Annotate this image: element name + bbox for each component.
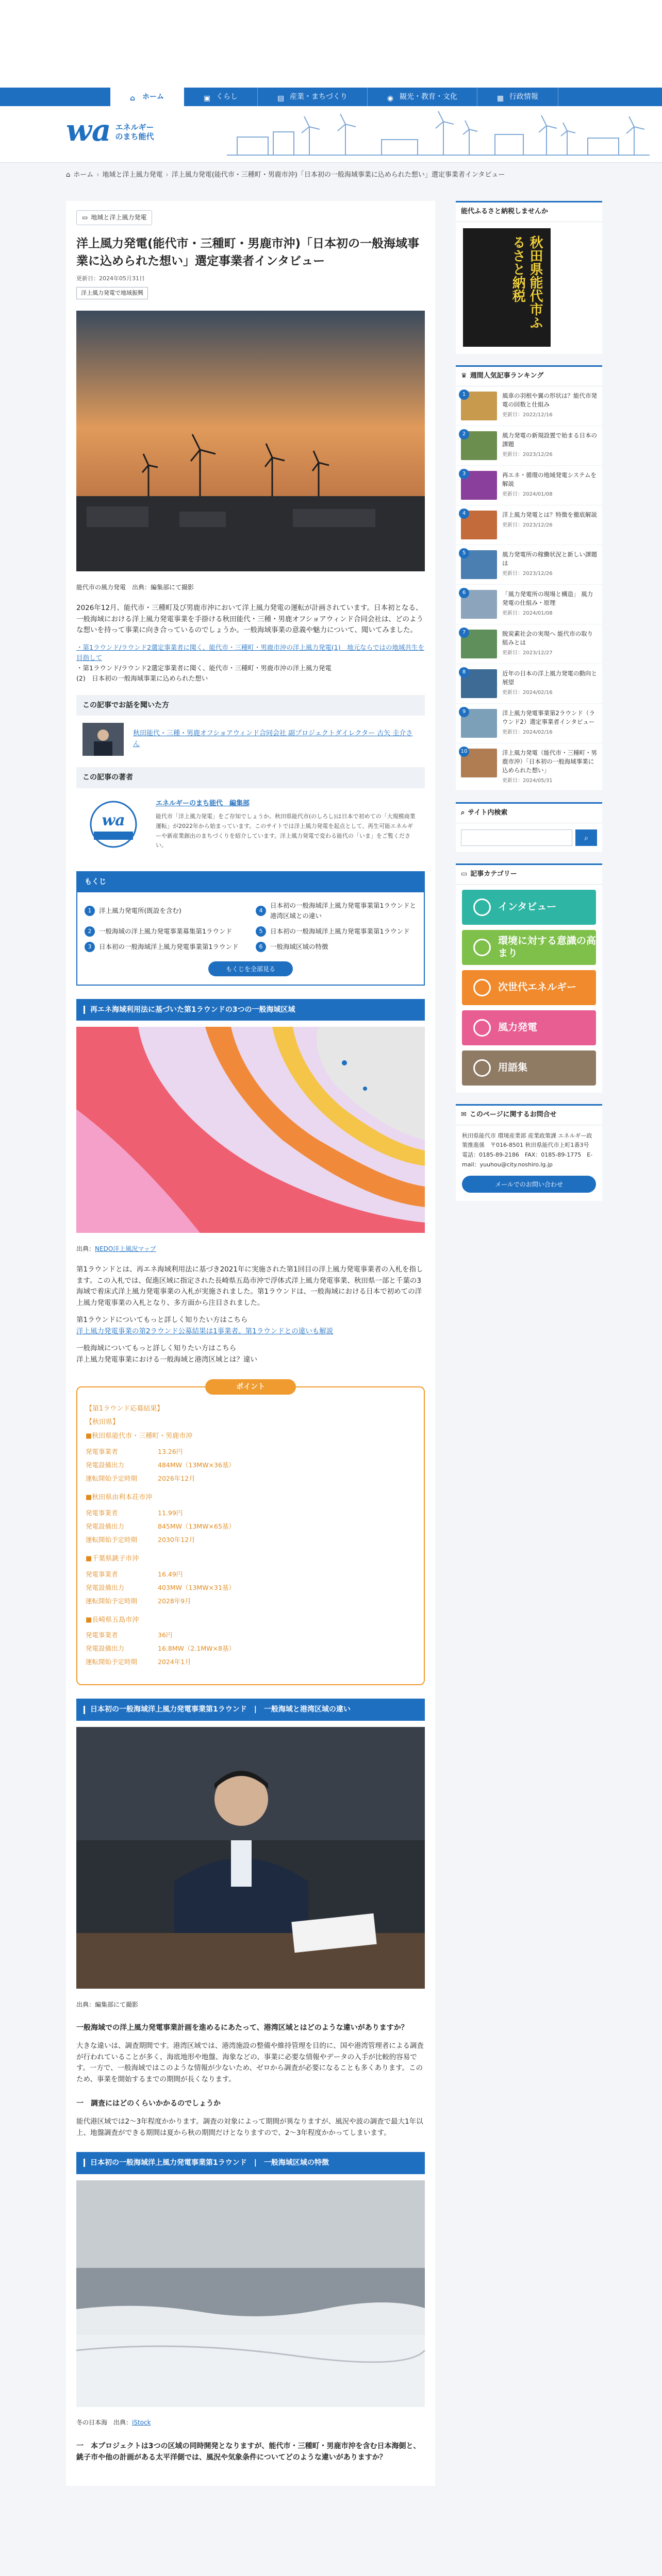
- svg-text:wa: wa: [102, 811, 125, 829]
- toc-item[interactable]: 5 日本初の一般海域洋上風力発電事業第1ラウンド: [256, 926, 417, 937]
- breadcrumb-category[interactable]: 地域と洋上風力発電: [102, 171, 163, 179]
- point-group-table: [86, 1445, 235, 1485]
- point-subtitle: 【秋田県】: [86, 1418, 120, 1427]
- house-icon: ▣: [204, 94, 211, 103]
- ranking-title: 風車の羽根や翼の形状は？能代市発電の回数と仕組み: [502, 392, 597, 408]
- table-row: [86, 1459, 235, 1472]
- ranking-thumbnail: [461, 511, 497, 539]
- point-group-table: [86, 1506, 235, 1547]
- ranking-title: 風力発電の新規設置で始まる日本の課題: [502, 431, 597, 448]
- table-row: [86, 1520, 235, 1533]
- table-row: [86, 1568, 235, 1581]
- ranking-thumbnail: [461, 550, 497, 579]
- row-value: 16.49円: [158, 1570, 183, 1578]
- ranking-date: 更新日：2022/12/16: [502, 412, 553, 418]
- rank-number: 6: [459, 588, 469, 598]
- ranking-date: 更新日：2024/02/16: [502, 690, 553, 696]
- ranking-item[interactable]: [456, 545, 602, 585]
- author-name[interactable]: エネルギーのまち能代 編集部: [156, 799, 250, 807]
- folder-icon: ▭: [461, 870, 468, 878]
- table-row: [86, 1655, 235, 1669]
- category-button[interactable]: [462, 930, 596, 965]
- ranking-item[interactable]: [456, 664, 602, 704]
- section-heading: 再エネ海域利用法に基づいた第1ラウンドの3つの一般海域区域: [76, 999, 425, 1021]
- author-heading: この記事の著者: [76, 767, 425, 788]
- ranking-thumbnail: [461, 431, 497, 460]
- ranking-date: 更新日：2023/12/26: [502, 571, 553, 577]
- ranking-title: 洋上風力発電とは？特徴を徹底解説: [502, 511, 597, 518]
- ranking-date: 更新日：2023/12/27: [502, 650, 553, 656]
- point-group-name: ■秋田県由利本荘市沖: [86, 1494, 153, 1502]
- category-icon: [473, 1059, 491, 1077]
- category-label: 地域と洋上風力発電: [91, 214, 147, 221]
- series-item-3: (2) 日本初の一般海域事業に込められた想い: [76, 674, 208, 682]
- rank-number: 9: [459, 707, 469, 717]
- table-row: [86, 1642, 235, 1655]
- rank-number: 3: [459, 469, 469, 479]
- row-label: 発電事業者: [86, 1448, 118, 1456]
- category-box: [456, 863, 602, 1093]
- furusato-heading: 能代ふるさと納税しませんか: [456, 202, 602, 222]
- search-box: [456, 802, 602, 852]
- question: 一 調査にはどのくらいかかるのでしょうか: [76, 2099, 221, 2108]
- ranking-title: 風力発電所の稼働状況と新しい課題は: [502, 550, 597, 567]
- interviewee-card: [76, 723, 425, 756]
- global-nav: [0, 88, 662, 106]
- article-tag[interactable]: 洋上風力発電で地域振興: [76, 287, 148, 299]
- ranking-thumbnail: [461, 392, 497, 420]
- ranking-list: [456, 386, 602, 791]
- row-label: 運転開始予定時期: [86, 1475, 138, 1483]
- toc-list: [77, 892, 424, 956]
- table-of-contents: [76, 871, 425, 985]
- category-button[interactable]: [462, 1050, 596, 1086]
- table-row: [86, 1595, 235, 1608]
- row-label: 運転開始予定時期: [86, 1658, 138, 1666]
- nedo-map-link[interactable]: NEDO洋上風況マップ: [95, 1245, 156, 1252]
- logo-mark: wa: [66, 113, 111, 148]
- ranking-heading: ♛ 週間人気記事ランキング: [456, 367, 602, 386]
- nav-life[interactable]: [184, 88, 258, 106]
- table-row: [86, 1581, 235, 1595]
- series-link-1[interactable]: ・第1ラウンド/ラウンド2選定事業者に聞く、能代市・三種町・男鹿市沖の洋上風力発電(1) 地元ならではの地域共生を目指して: [76, 643, 424, 662]
- table-row: [86, 1629, 235, 1642]
- point-group-name: ■長崎県五島市沖: [86, 1616, 139, 1624]
- rank-number: 8: [459, 667, 469, 677]
- ranking-item[interactable]: [456, 704, 602, 743]
- interview-photo: [76, 1727, 425, 1989]
- ranking-title: 洋上風力発電（能代市・三種町・男鹿市沖）「日本初の一般海域事業に込められた想い」: [502, 749, 597, 774]
- row-label: 発電事業者: [86, 1631, 118, 1639]
- category-pill[interactable]: [76, 210, 152, 225]
- row-label: 運転開始予定時期: [86, 1597, 138, 1605]
- ranking-thumbnail: [461, 749, 497, 777]
- series-links: [76, 642, 425, 684]
- photo-caption: 出典：編集部にて撮影: [76, 2001, 139, 2008]
- point-box: [76, 1382, 425, 1686]
- ranking-title: 再エネ・循環の地域発電システムを解説: [502, 471, 597, 487]
- row-value: 11.99円: [158, 1509, 183, 1517]
- ranking-title: 近年の日本の洋上風力発電の動向と展望: [502, 669, 597, 686]
- home-icon: ⌂: [130, 94, 136, 103]
- table-row: [86, 1506, 235, 1520]
- category-list: [456, 890, 602, 1086]
- ranking-item[interactable]: [456, 624, 602, 664]
- ranking-title: 洋上風力発電事業第2ラウンド（ラウンド2）選定事業者インタビュー: [502, 709, 595, 725]
- category-label: インタビュー: [498, 901, 557, 913]
- photo-caption: 能代市の風力発電 出典：編集部にて撮影: [76, 583, 194, 591]
- category-label: 用語集: [498, 1062, 528, 1074]
- point-group-table: [86, 1568, 235, 1608]
- category-heading: ▭ 記事カテゴリー: [456, 865, 602, 885]
- winter-sea-photo: [76, 2180, 425, 2407]
- map-caption: 出典：NEDO洋上風況マップ: [76, 1245, 156, 1252]
- category-icon: [473, 979, 491, 996]
- series-item-2: ・第1ラウンド/ラウンド2選定事業者に聞く、能代市・三種町・男鹿市沖の洋上風力発電: [76, 664, 332, 672]
- category-icon: [473, 899, 491, 916]
- rank-number: 7: [459, 628, 469, 638]
- row-label: 発電設備出力: [86, 1461, 125, 1469]
- search-button[interactable]: [575, 829, 597, 846]
- row-label: 発電事業者: [86, 1509, 118, 1517]
- house-icon: ⌂: [66, 171, 71, 179]
- table-row: [86, 1533, 235, 1547]
- ranking-title: 脱炭素社会の実現へ 能代市の取り組みとは: [502, 630, 593, 646]
- crown-icon: ♛: [461, 371, 467, 380]
- ranking-date: 更新日：2024/05/31: [502, 778, 553, 784]
- nav-home[interactable]: [110, 88, 184, 106]
- row-value: 2030年12月: [158, 1535, 195, 1544]
- nav-label: 観光・教育・文化: [399, 92, 457, 101]
- ranking-date: 更新日：2023/12/26: [502, 452, 553, 458]
- point-group-table: [86, 1629, 235, 1669]
- row-value: 484MW（13MW×36基）: [158, 1461, 235, 1469]
- section1-paragraph: 第1ラウンドとは、再エネ海域利用法に基づき2021年に実施された第1回目の洋上風力発電事業者の入札を指します。この入札では、促進区域に指定された長崎県五島市沖で浮体式洋上風力発電事業、秋田県一部と千葉の3海域で着床式洋上風力発電事業の入札が実施されました。第1ラウンドは、一般海域における日本で初めての洋上風力発電事業の入札となり、多方面から注目されました。: [76, 1265, 423, 1307]
- nav-industry[interactable]: [258, 88, 368, 106]
- ranking-date: 更新日：2024/02/16: [502, 730, 553, 736]
- search-heading: ⌕ サイト内検索: [456, 804, 602, 823]
- section-heading: 日本初の一般海域洋上風力発電事業第1ラウンド | 一般海域区域の特徴: [76, 2152, 425, 2174]
- contact-heading: ✉ このページに関するお問合せ: [456, 1106, 602, 1125]
- toc-more-button[interactable]: もくじを全部見る: [208, 961, 293, 976]
- editorial-logo: [82, 799, 144, 850]
- toc-item[interactable]: 4 日本初の一般海域洋上風力発電事業第1ラウンドと港湾区域との違い: [256, 901, 417, 921]
- nav-label: 産業・まちづくり: [290, 92, 347, 101]
- row-value: 16.8MW（2.1MW×8基）: [158, 1645, 235, 1653]
- row-value: 2026年12月: [158, 1475, 195, 1483]
- category-icon: [473, 939, 491, 956]
- ranking-item[interactable]: [456, 743, 602, 791]
- section1-more-text-2: 一般海域についてもっと詳しく知りたい方はこちら 洋上風力発電事業における一般海域と港湾区域とは？違い: [76, 1344, 257, 1364]
- ranking-thumbnail: [461, 590, 497, 619]
- site-logo[interactable]: [66, 113, 154, 148]
- point-group-name: ■千葉県銚子市沖: [86, 1554, 139, 1563]
- ranking-item[interactable]: [456, 585, 602, 624]
- wind-turbine-skyline-illustration: [227, 111, 650, 160]
- row-label: 発電設備出力: [86, 1645, 125, 1653]
- breadcrumb-current: 洋上風力発電(能代市・三種町・男鹿市沖)「日本初の一般海域事業に込められた想い」選定事業者インタビュー: [171, 171, 505, 179]
- ranking-date: 更新日：2024/01/08: [502, 611, 553, 617]
- ranking-title: 「風力発電所の現場と構造」 風力発電の仕組み・原理: [502, 590, 593, 606]
- furusato-banner-text: 秋田県能代市ふるさと納税: [510, 235, 543, 329]
- ranking-thumbnail: [461, 709, 497, 738]
- furusato-box: [456, 201, 602, 354]
- nav-tourism[interactable]: [368, 88, 477, 106]
- rank-number: 2: [459, 429, 469, 439]
- toc-item[interactable]: 2 一般海域の洋上風力発電事業募集第1ラウンド: [85, 926, 245, 937]
- mail-icon: ✉: [461, 1110, 467, 1118]
- row-value: 845MW（13MW×65基）: [158, 1522, 235, 1530]
- chevron-right-icon: ›: [166, 171, 169, 179]
- toc-item[interactable]: 1 洋上風力発電所(既設を含む): [85, 901, 245, 921]
- rank-number: 4: [459, 509, 469, 519]
- interviewee-link[interactable]: 秋田能代・三種・男鹿オフショアウィンド合同会社 副プロジェクトダイレクター 古矢 圭介さん: [133, 730, 413, 749]
- ranking-item[interactable]: [456, 466, 602, 505]
- row-value: 13.26円: [158, 1448, 183, 1456]
- photo-caption: 冬の日本海 出典：iStock: [76, 2419, 151, 2427]
- author-card: [76, 795, 425, 856]
- row-label: 発電事業者: [86, 1570, 118, 1578]
- folder-icon: ▭: [82, 214, 88, 221]
- point-badge: ポイント: [205, 1379, 296, 1395]
- istock-link[interactable]: iStock: [132, 2419, 151, 2427]
- ranking-date: 更新日：2023/12/26: [502, 522, 553, 528]
- search-input[interactable]: [461, 829, 572, 846]
- nav-label: くらし: [216, 92, 238, 101]
- search-icon: ⌕: [461, 809, 465, 817]
- category-button[interactable]: [462, 970, 596, 1005]
- table-row: [86, 1472, 235, 1485]
- category-label: 風力発電: [498, 1022, 538, 1033]
- category-icon: [473, 1019, 491, 1037]
- row-label: 発電設備出力: [86, 1583, 125, 1591]
- nav-admin[interactable]: [477, 88, 558, 106]
- offshore-wind-map: [76, 1027, 425, 1233]
- contact-box: [456, 1104, 602, 1201]
- table-row: [86, 1445, 235, 1459]
- question: 一般海域での洋上風力発電事業計画を進めるにあたって、港湾区域とはどのような違いがありますか？: [76, 2023, 408, 2032]
- building-icon: ▤: [277, 94, 285, 103]
- category-button[interactable]: [462, 890, 596, 925]
- site-header: [0, 106, 662, 163]
- ranking-thumbnail: [461, 669, 497, 698]
- question: 一 本プロジェクトは3つの区域の同時開発となりますが、能代市・三種町・男鹿市沖を含む日本海側と、銚子市や他の計画がある太平洋側では、風況や気象条件についてどのような違いがありますか？: [76, 2442, 421, 2462]
- ranking-thumbnail: [461, 471, 497, 500]
- ranking-item[interactable]: [456, 505, 602, 545]
- category-button[interactable]: [462, 1010, 596, 1045]
- category-label: 次世代エネルギー: [498, 981, 577, 993]
- nav-label: ホーム: [142, 92, 164, 101]
- toc-item[interactable]: 6 一般海域区域の特徴: [256, 942, 417, 952]
- camera-icon: ◉: [387, 94, 394, 103]
- ranking-thumbnail: [461, 630, 497, 658]
- top-spacer: [0, 0, 662, 88]
- row-label: 発電設備出力: [86, 1522, 125, 1530]
- contact-text: 秋田県能代市 環境産業部 産業政策課 エネルギー政策推進係 〒016-8501 秋田県能代市上町1番3号 電話：0185-89-2186 FAX：0185-89-1775 E-mail：yuuhou@city.noshiro.lg.jp: [462, 1132, 595, 1168]
- document-icon: ▦: [496, 94, 504, 103]
- chevron-right-icon: ›: [96, 171, 100, 179]
- lead-text: 2026年12月、能代市・三種町及び男鹿市沖において洋上風力発電の運転が計画されています。日本初となる、一般海域における洋上風力発電事業を手掛ける秋田能代・三種・男鹿オフショアウィンド合同会社は、どのような想いを持って事業に向き合っているのでしょうか。一般海域事業の意義や魅力について、聞いてみました。: [76, 604, 423, 635]
- section-heading: 日本初の一般海域洋上風力発電事業第1ラウンド | 一般海域と港湾区域の違い: [76, 1699, 425, 1720]
- interviewee-photo: [82, 723, 124, 756]
- breadcrumb: [66, 170, 505, 181]
- search-icon: ⌕: [584, 833, 588, 842]
- row-value: 2028年9月: [158, 1597, 191, 1605]
- wind-turbines-sunset-photo: [76, 311, 425, 571]
- sidebar: [456, 201, 602, 1212]
- point-title: 【第1ラウンド応募結果】: [86, 1404, 164, 1413]
- rank-number: 5: [459, 548, 469, 558]
- ranking-box: [456, 365, 602, 791]
- interviewee-heading: この記事でお話を聞いた方: [76, 695, 425, 716]
- furusato-banner[interactable]: [456, 222, 602, 354]
- point-group-name: ■秋田県能代市・三種町・男鹿市沖: [86, 1432, 193, 1440]
- toc-item[interactable]: 3 日本初の一般海域洋上風力発電事業第1ラウンド: [85, 942, 245, 952]
- row-value: 36円: [158, 1631, 173, 1639]
- author-description: 能代市「洋上風力発電」をご存知でしょうか。秋田県能代市(のしろし)は日本で初めての「大規模商業運転」が2022年から始まっています。このサイトでは洋上風力発電を起点として、再生可能エネルギーや新産業創出のまちづくりを紹介しています。洋上風力発電で変わる能代の「いま」をご覧ください。: [156, 813, 416, 849]
- point-groups: [86, 1431, 416, 1669]
- contact-mail-button[interactable]: メールでのお問い合わせ: [462, 1176, 596, 1193]
- breadcrumb-home[interactable]: ホーム: [73, 171, 94, 179]
- ranking-item[interactable]: [456, 386, 602, 426]
- answer: 大きな違いは、調査期間です。港湾区域では、港湾施設の整備や維持管理を目的に、国や港湾管理者による調査が行われていることが多く、海底地形や地盤、海象などの、事業に必要な情報やデータの入手が比較的容易です。一方で、一般海域ではこのような情報が少ないため、ゼロから調査が必要になることも多くあります。このため、事業を開始するまでの期間が長くなります。: [76, 2042, 424, 2083]
- rank-number: 1: [459, 389, 469, 400]
- row-value: 2024年1月: [158, 1658, 191, 1666]
- ranking-date: 更新日：2024/01/08: [502, 492, 553, 498]
- logo-text: エネルギー のまち能代: [115, 123, 154, 141]
- category-label: 環境に対する意識の高まり: [498, 935, 597, 959]
- row-value: 403MW（13MW×31基）: [158, 1583, 235, 1591]
- nav-label: 行政情報: [509, 92, 538, 101]
- answer: 能代港区域では2～3年程度かかります。調査の対象によって期間が異なりますが、風況や波の調査で最大1年以上、地盤調査ができる期間は夏から秋の期間だけとなりますので、2～3年程度かかってしまいます。: [76, 2117, 423, 2137]
- ranking-item[interactable]: [456, 426, 602, 466]
- page-title: 洋上風力発電(能代市・三種町・男鹿市沖)「日本初の一般海域事業に込められた想い」選定事業者インタビュー: [76, 237, 420, 268]
- toc-heading: もくじ: [77, 872, 424, 892]
- round2-link[interactable]: 洋上風力発電事業の第2ラウンド公募結果は1事業者。第1ラウンドとの違いも解説: [76, 1327, 334, 1335]
- row-label: 運転開始予定時期: [86, 1535, 138, 1544]
- updated-date: 更新日：2024年05月31日: [76, 275, 145, 282]
- section1-more-text: 第1ラウンドについてもっと詳しく知りたい方はこちら 洋上風力発電事業の第2ラウンド公募結果は1事業者。第1ラウンドとの違いも解説: [76, 1316, 334, 1335]
- article: [66, 201, 435, 2486]
- rank-number: 10: [459, 747, 469, 757]
